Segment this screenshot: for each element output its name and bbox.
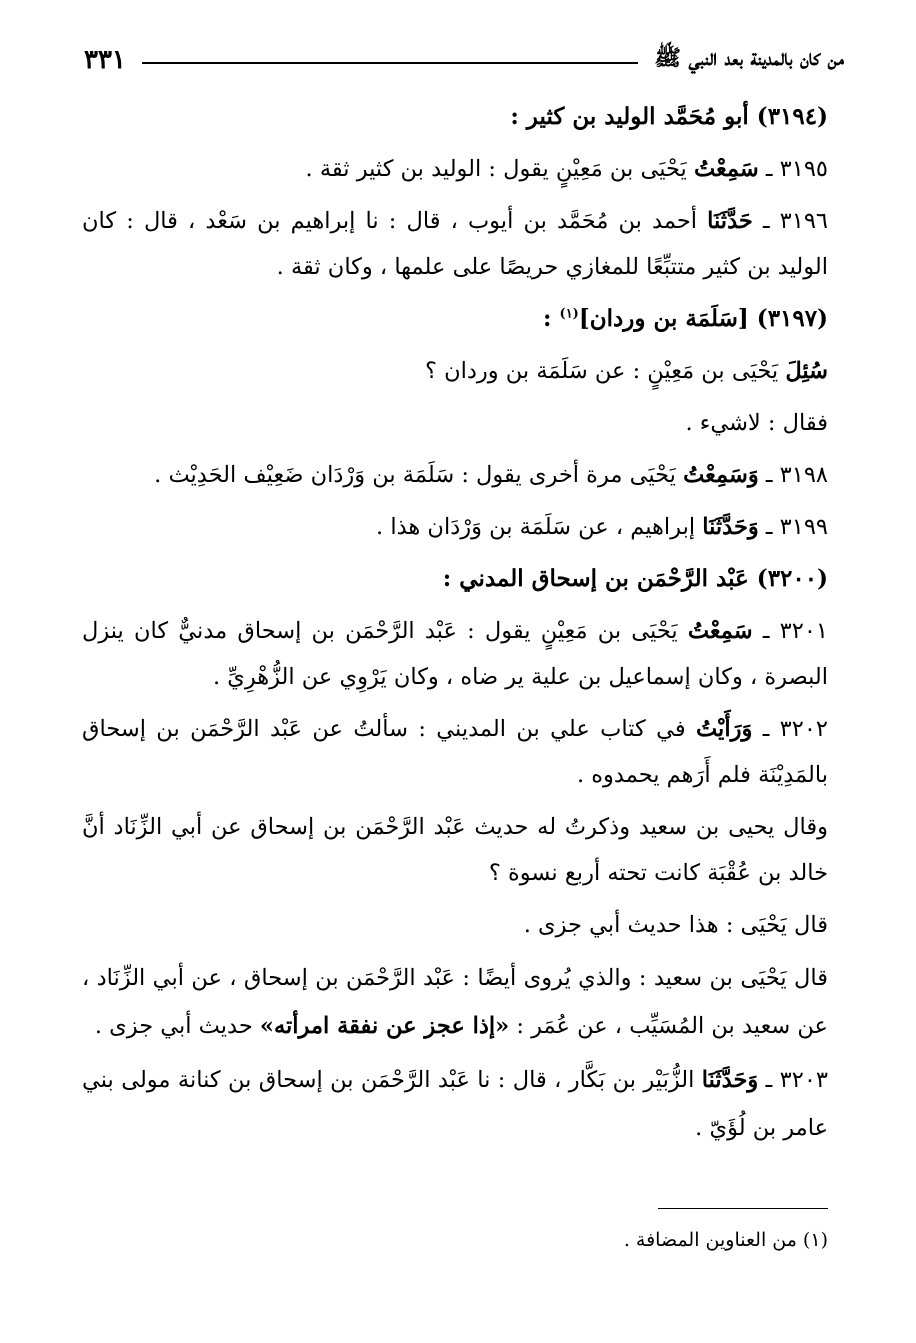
report-text: يَحْيَى بن مَعِيْنٍ يقول : الوليد بن كثير ثقة . xyxy=(305,156,687,182)
report-text: يَحْيَى بن مَعِيْنٍ : عن سَلَمَة بن وردان ؟ xyxy=(425,358,779,384)
report-text: فقال : لاشيء . xyxy=(685,410,828,436)
report-3195 xyxy=(82,146,828,192)
footnote-marker[interactable]: (١) xyxy=(559,306,579,322)
entry-title: [سَلَمَة بن وردان] xyxy=(578,305,749,332)
entry-number: (٣٢٠٠) xyxy=(756,565,828,592)
report-keyword: حَدَّثَنَا xyxy=(707,208,753,234)
entry-colon: : xyxy=(543,305,552,332)
report-number: ٣١٩٦ ـ xyxy=(762,208,829,234)
report-keyword: وَحَدَّثَنَا xyxy=(702,514,759,540)
report-text: إبراهيم ، عن سَلَمَة بن وَرْدَان هذا . xyxy=(376,514,696,540)
report-text: في كتاب علي بن المديني : سألتُ عن عَبْد الرَّحْمَن بن إسحاق بالمَدِيْنَة فلم أَرَهم يحمدوه . xyxy=(82,716,828,788)
entry-heading-3197 xyxy=(82,296,828,342)
entry-number: (٣١٩٧) xyxy=(756,305,828,332)
report-text: حديث أبي جزى . xyxy=(94,1013,253,1039)
report-number: ٣٢٠١ ـ xyxy=(762,618,828,644)
report-3202-yahya-said xyxy=(82,804,828,896)
page-number: ٣٣١ xyxy=(84,45,126,75)
report-3202-yahya-further xyxy=(82,954,828,1050)
report-keyword: سَمِعْتُ xyxy=(687,618,753,644)
report-number: ٣٢٠٣ ـ xyxy=(765,1067,829,1093)
report-keyword: وَرَأَيْتُ xyxy=(695,716,753,742)
report-keyword: سُئِلَ xyxy=(785,358,828,384)
hadith-quote: «إذا عجز عن نفقة امرأته» xyxy=(259,1013,510,1039)
report-3199 xyxy=(82,504,828,550)
report-3196 xyxy=(82,198,828,290)
header-rule xyxy=(142,62,638,64)
report-text: أحمد بن مُحَمَّد بن أيوب ، قال : نا إبراهيم بن سَعْد ، قال : كان الوليد بن كثير متتبِّعًا للمغازي حريصًا على علمها ، وكان ثقة . xyxy=(82,208,828,280)
report-keyword: سَمِعْتُ xyxy=(693,156,759,182)
report-keyword: وَسَمِعْتُ xyxy=(683,462,759,488)
entry-number: (٣١٩٤) xyxy=(756,103,828,130)
report-number: ٣٢٠٢ ـ xyxy=(762,716,828,742)
report-3197-question xyxy=(82,348,828,394)
entry-title: أبو مُحَمَّد الوليد بن كثير : xyxy=(510,103,749,130)
report-3202 xyxy=(82,706,828,798)
report-text: قال يَحْيَى بن سعيد : والذي يُروى أيضًا : عَبْد الرَّحْمَن بن إسحاق ، عن أبي الزِّنَاد ، عن سعيد بن المُسَيِّب ، عن عُمَر : xyxy=(82,965,828,1039)
footnote: (١) من العناوين المضافة . xyxy=(623,1229,828,1251)
page-header xyxy=(84,38,844,82)
running-title: من كان بالمدينة بعد النبي ﷺ xyxy=(654,45,844,71)
report-text: يَحْيَى بن مَعِيْنٍ يقول : عَبْد الرَّحْمَن بن إسحاق مدنيٌّ كان ينزل البصرة ، وكان إسماعيل بن علية ير ضاه ، وكان يَرْوِي عن الزُّهْرِيِّ . xyxy=(82,618,828,690)
report-3203 xyxy=(82,1056,828,1152)
report-number: ٣١٩٩ ـ xyxy=(765,514,828,540)
report-text: يَحْيَى مرة أخرى يقول : سَلَمَة بن وَرْدَان ضَعِيْف الحَدِيْث . xyxy=(154,462,676,488)
report-number: ٣١٩٨ ـ xyxy=(765,462,828,488)
report-3198 xyxy=(82,452,828,498)
report-3202-yahya-reply xyxy=(82,902,828,948)
entry-heading-3194 xyxy=(82,94,828,140)
report-3197-answer xyxy=(82,400,828,446)
footnote-divider xyxy=(658,1208,828,1209)
report-text: قال يَحْيَى : هذا حديث أبي جزى . xyxy=(523,912,828,938)
report-number: ٣١٩٥ ـ xyxy=(765,156,828,182)
report-keyword: وَحَدَّثَنَا xyxy=(701,1067,759,1093)
main-text xyxy=(82,94,828,1158)
report-text: وقال يحيى بن سعيد وذكرتُ له حديث عَبْد الرَّحْمَن بن إسحاق عن أبي الزِّنَاد أنَّ خالد بن عُقْبَة كانت تحته أربع نسوة ؟ xyxy=(82,814,828,886)
report-3201 xyxy=(82,608,828,700)
report-text: الزُّبَيْر بن بَكَّار ، قال : نا عَبْد الرَّحْمَن بن إسحاق بن كنانة مولى بني عامر بن لُؤَيّ . xyxy=(82,1067,828,1141)
entry-title: عَبْد الرَّحْمَن بن إسحاق المدني : xyxy=(442,565,749,592)
entry-heading-3200 xyxy=(82,556,828,602)
